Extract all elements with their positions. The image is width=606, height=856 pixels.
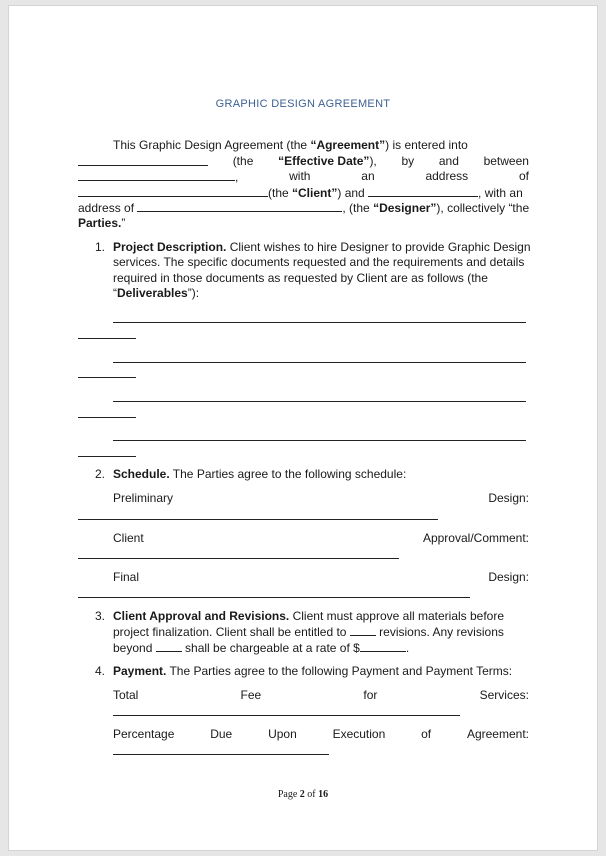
- section-1-line-1: Project Description. Client wishes to hire Designer to provide Graphic Design: [113, 240, 531, 254]
- blank-designer-address[interactable]: [137, 200, 342, 212]
- payment-line-percentage[interactable]: [113, 754, 329, 755]
- intro-line-3: , with an address of: [78, 169, 529, 185]
- section-3-line-2: project finalization. Client shall be entitled to revisions. Any revisions: [113, 625, 504, 639]
- intro-line-6: Parties.”: [78, 216, 126, 230]
- deliverables-line-3[interactable]: [113, 401, 526, 402]
- schedule-line-client[interactable]: [78, 558, 399, 559]
- section-2-heading: Schedule.: [113, 467, 170, 481]
- section-1-line-2: services. The specific documents requested and the requirements and details: [113, 255, 525, 269]
- blank-revisions-beyond[interactable]: [156, 640, 182, 652]
- schedule-row-final: Final Design:: [113, 570, 529, 584]
- intro-line-5: address of , (the “Designer”), collectively “the: [78, 201, 530, 215]
- deliverables-line-4-cont[interactable]: [78, 456, 136, 457]
- blank-client-name[interactable]: [78, 169, 235, 181]
- section-1-line-4: “Deliverables”):: [113, 286, 200, 300]
- deliverables-line-2[interactable]: [113, 362, 526, 363]
- intro-line-4: (the “Client”) and , with an: [78, 185, 523, 201]
- payment-row-percentage: Percentage Due Upon Execution of Agreement:: [113, 727, 529, 741]
- section-3-line-3: beyond shall be chargeable at a rate of $ .: [113, 641, 410, 655]
- intro-line-1: This Graphic Design Agreement (the “Agreement”) is entered into: [113, 138, 468, 152]
- deliverables-line-2-cont[interactable]: [78, 377, 136, 378]
- intro-line-2: (the “Effective Date”), by and between: [78, 154, 529, 169]
- schedule-line-final[interactable]: [78, 597, 470, 598]
- section-3-line-1: Client Approval and Revisions. Client must approve all materials before: [113, 609, 505, 623]
- document-page: [8, 5, 598, 851]
- payment-line-total-fee[interactable]: [113, 715, 460, 716]
- section-3-number: 3.: [95, 609, 106, 623]
- deliverables-line-4[interactable]: [113, 440, 526, 441]
- section-4-heading: Payment.: [113, 664, 167, 678]
- page-number-footer: Page 2 of 16: [277, 789, 329, 800]
- section-4-number: 4.: [95, 664, 106, 678]
- section-2-number: 2.: [95, 467, 106, 481]
- blank-client-address[interactable]: [78, 185, 268, 197]
- deliverables-line-1-cont[interactable]: [78, 338, 136, 339]
- deliverables-line-1[interactable]: [113, 322, 526, 323]
- schedule-line-preliminary[interactable]: [78, 519, 438, 520]
- section-2-line-1: Schedule. The Parties agree to the following schedule:: [113, 467, 407, 481]
- blank-date[interactable]: [78, 154, 208, 166]
- section-1-line-3: required in those documents as requested by Client are as follows (the: [113, 271, 488, 285]
- section-1-number: 1.: [95, 240, 106, 254]
- blank-revision-rate[interactable]: [360, 640, 406, 652]
- section-1-heading: Project Description.: [113, 240, 227, 254]
- schedule-row-preliminary: Preliminary Design:: [113, 491, 529, 505]
- section-3-heading: Client Approval and Revisions.: [113, 609, 290, 623]
- schedule-row-client: Client Approval/Comment:: [113, 531, 529, 545]
- blank-revisions-count[interactable]: [350, 624, 376, 636]
- section-4-line-1: Payment. The Parties agree to the following Payment and Payment Terms:: [113, 664, 513, 678]
- payment-row-total-fee: Total Fee for Services:: [113, 688, 529, 702]
- document-title: GRAPHIC DESIGN AGREEMENT: [215, 98, 391, 110]
- blank-designer-name[interactable]: [368, 185, 478, 197]
- deliverables-line-3-cont[interactable]: [78, 417, 136, 418]
